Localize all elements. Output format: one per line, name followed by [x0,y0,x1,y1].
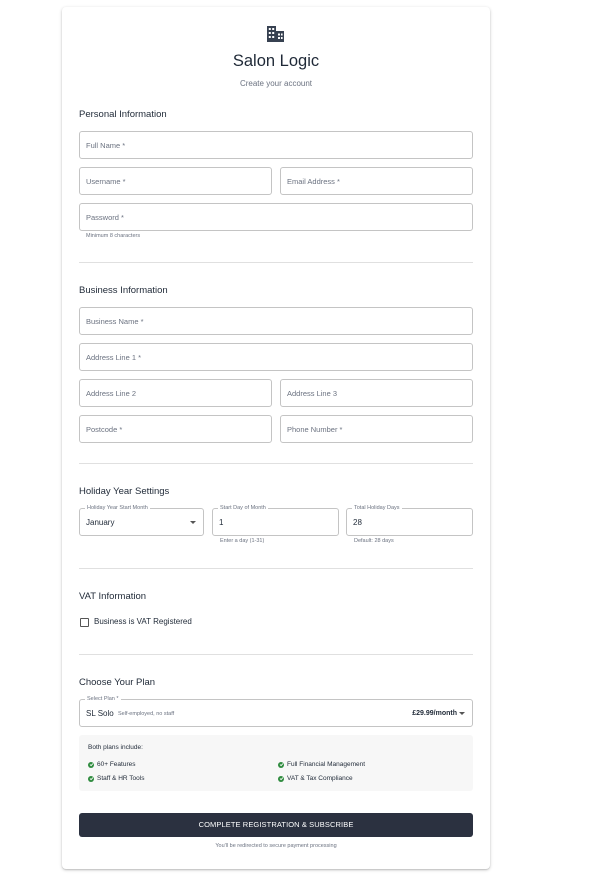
plan-features-box [79,735,473,791]
full-name-input[interactable] [79,131,473,159]
feature-item [278,775,353,782]
registration-card [62,7,490,869]
plan-description: Self-employed, no staff [118,710,175,717]
plan-price: £29.99/month [412,709,457,717]
holiday-section-title: Holiday Year Settings [79,486,170,497]
complete-registration-button[interactable]: COMPLETE REGISTRATION & SUBSCRIBE [79,813,473,837]
feature-label: VAT & Tax Compliance [287,775,353,782]
email-input[interactable] [280,167,473,195]
start-day-input[interactable] [212,505,339,536]
divider [79,568,473,569]
plan-name: SL Solo [86,709,114,718]
full-name-placeholder: Full Name * [86,141,126,150]
phone-number-input[interactable] [280,415,473,443]
address-line-3-input[interactable] [280,379,473,407]
vat-section-title: VAT Information [79,591,147,602]
username-placeholder: Username * [86,177,126,186]
check-circle-icon [88,762,94,768]
total-holiday-days-input[interactable] [346,505,473,536]
holiday-start-month-value: January [86,518,115,527]
feature-label: Staff & HR Tools [97,775,145,782]
total-holiday-days-label: Total Holiday Days [354,505,400,511]
divider [79,463,473,464]
password-helper: Minimum 8 characters [86,233,141,239]
address-line-3-placeholder: Address Line 3 [287,389,338,398]
address-line-1-input[interactable] [79,343,473,371]
postcode-input[interactable] [79,415,272,443]
password-input[interactable] [79,203,473,231]
features-title: Both plans include: [88,744,143,751]
feature-item [88,761,135,768]
username-input[interactable] [79,167,272,195]
vat-registered-label[interactable]: Business is VAT Registered [94,617,192,626]
holiday-start-month-label: Holiday Year Start Month [87,505,148,511]
business-name-placeholder: Business Name * [86,317,144,326]
check-circle-icon [278,776,284,782]
address-line-2-placeholder: Address Line 2 [86,389,137,398]
chevron-down-icon [190,521,196,524]
holiday-start-month-select[interactable] [79,505,204,536]
start-day-label: Start Day of Month [220,505,266,511]
start-day-helper: Enter a day (1-31) [220,538,265,544]
plan-select-label: Select Plan * [87,696,119,702]
divider [79,654,473,655]
personal-section-title: Personal Information [79,109,167,120]
page-title: Salon Logic [232,52,320,70]
start-day-value: 1 [219,518,224,527]
divider [79,262,473,263]
total-holiday-days-helper: Default: 28 days [354,538,394,544]
address-line-1-placeholder: Address Line 1 * [86,353,142,362]
vat-registered-checkbox[interactable] [80,618,89,627]
check-circle-icon [88,776,94,782]
feature-label: 60+ Features [97,761,136,768]
address-line-2-input[interactable] [79,379,272,407]
email-placeholder: Email Address * [287,177,340,186]
total-holiday-days-value: 28 [353,518,362,527]
payment-redirect-note: You'll be redirected to secure payment processing [215,843,337,849]
feature-item [278,761,365,768]
phone-number-placeholder: Phone Number * [287,425,343,434]
plan-section-title: Choose Your Plan [79,677,156,688]
business-name-input[interactable] [79,307,473,335]
business-section-title: Business Information [79,285,168,296]
chevron-down-icon [459,712,465,715]
building-icon [267,26,284,42]
check-circle-icon [278,762,284,768]
postcode-placeholder: Postcode * [86,425,123,434]
plan-select[interactable] [79,696,473,727]
password-placeholder: Password * [86,213,124,222]
feature-label: Full Financial Management [287,761,366,768]
page-subtitle: Create your account [239,79,313,88]
feature-item [88,775,144,782]
